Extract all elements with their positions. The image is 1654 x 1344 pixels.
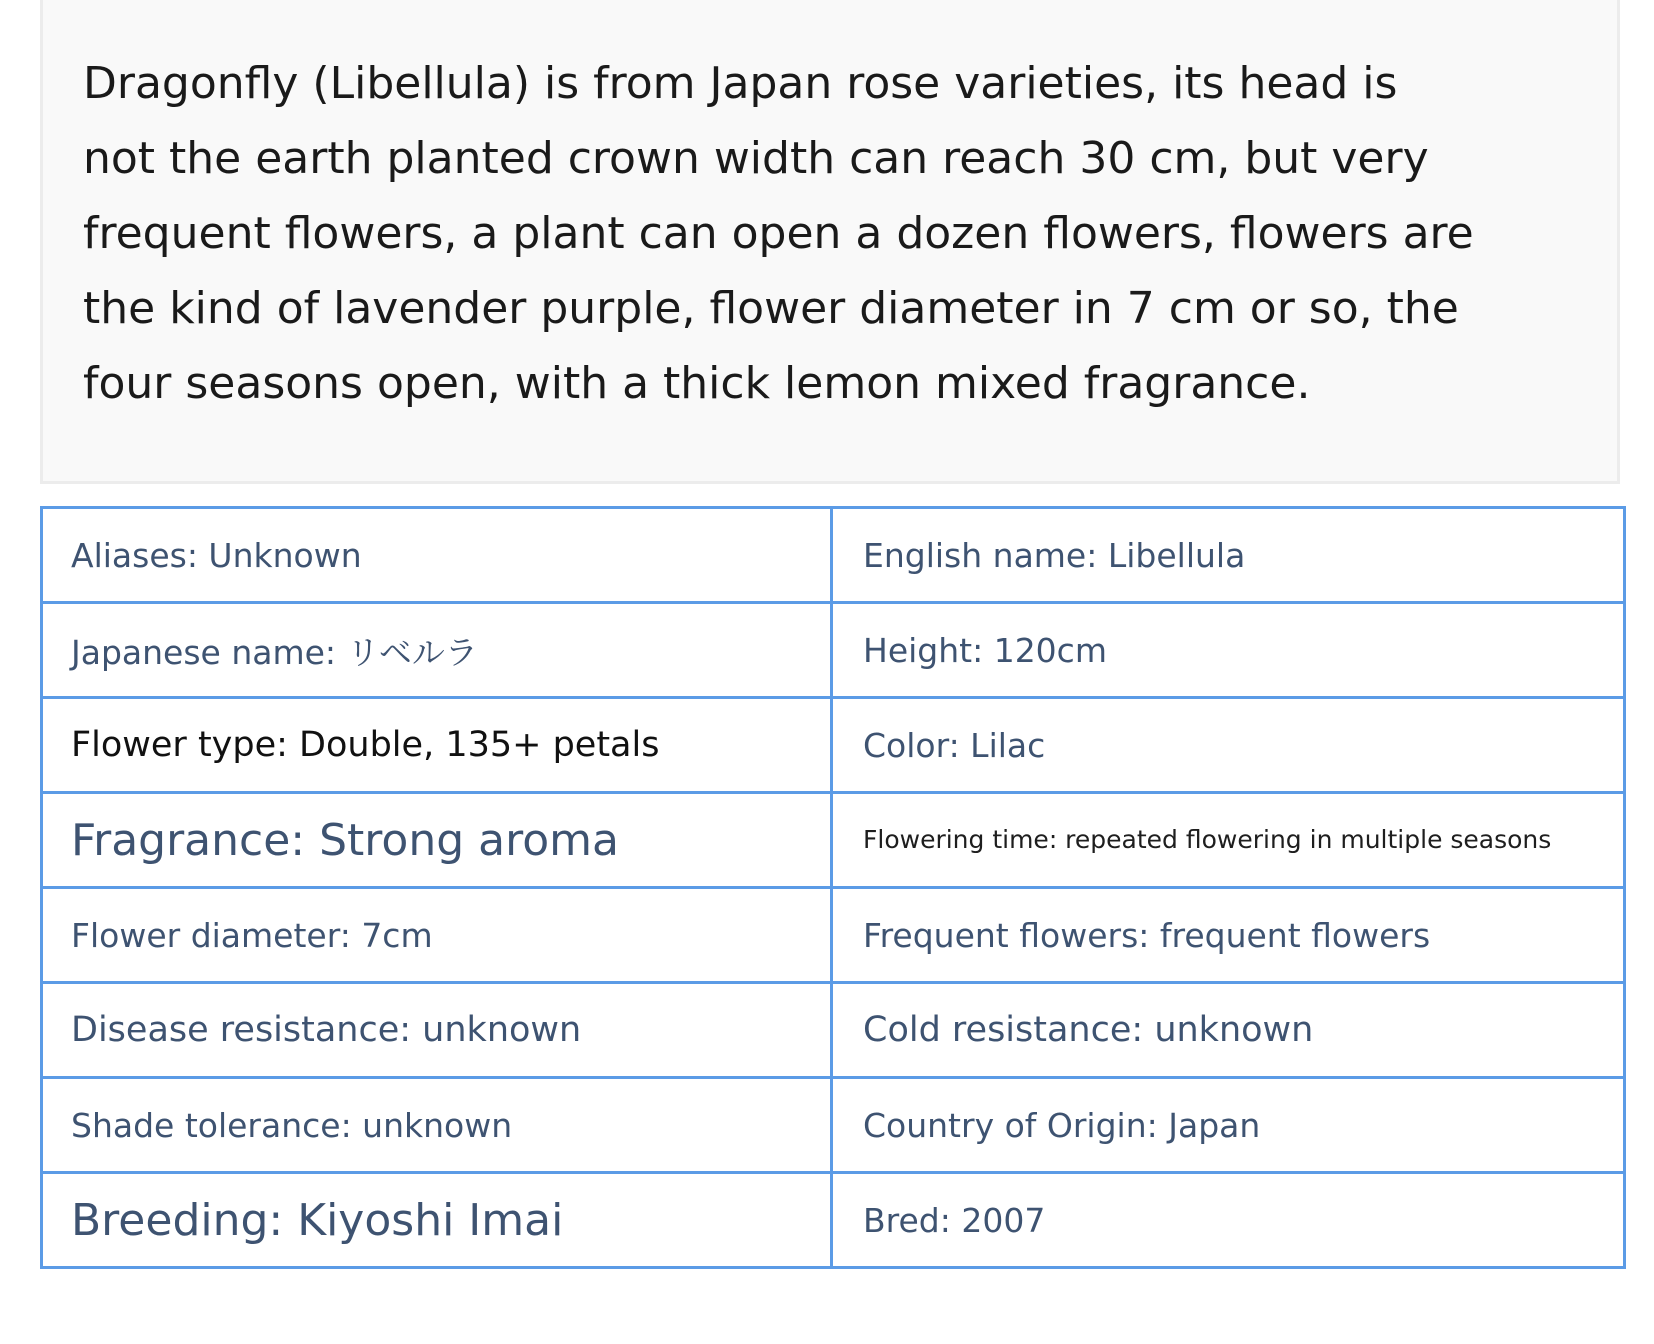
description-text: Dragonfly (Libellula) is from Japan rose varieties, its head is not the earth planted crown width can reach 30 cm, but very frequent flowers, a plant can open a dozen flowers, flowers are the kind of lavender purple, flower diameter in 7 cm or so, the four seasons open, with a thick lemon mixed fragrance. xyxy=(83,58,1474,409)
description-box xyxy=(40,0,1620,484)
flower-type-cell: Flower type: Double, 135+ petals xyxy=(42,698,832,793)
table-row xyxy=(42,983,1625,1078)
color-cell: Color: Lilac xyxy=(832,698,1625,793)
table-row xyxy=(42,793,1625,888)
table-row xyxy=(42,698,1625,793)
height-cell: Height: 120cm xyxy=(832,603,1625,698)
japanese-name-cell: Japanese name: リベルラ xyxy=(42,603,832,698)
breeding-cell: Breeding: Kiyoshi Imai xyxy=(42,1173,832,1268)
cold-resistance-cell: Cold resistance: unknown xyxy=(832,983,1625,1078)
frequent-flowers-cell: Frequent flowers: frequent flowers xyxy=(832,888,1625,983)
flower-diameter-cell: Flower diameter: 7cm xyxy=(42,888,832,983)
table-row xyxy=(42,888,1625,983)
aliases-cell: Aliases: Unknown xyxy=(42,508,832,603)
table-row xyxy=(42,1173,1625,1268)
table-row xyxy=(42,603,1625,698)
disease-resistance-cell: Disease resistance: unknown xyxy=(42,983,832,1078)
english-name-cell: English name: Libellula xyxy=(832,508,1625,603)
rose-spec-table xyxy=(40,506,1626,1269)
table-row xyxy=(42,1078,1625,1173)
country-of-origin-cell: Country of Origin: Japan xyxy=(832,1078,1625,1173)
flowering-time-cell: Flowering time: repeated flowering in multiple seasons xyxy=(832,793,1625,888)
fragrance-cell: Fragrance: Strong aroma xyxy=(42,793,832,888)
table-row xyxy=(42,508,1625,603)
shade-tolerance-cell: Shade tolerance: unknown xyxy=(42,1078,832,1173)
bred-year-cell: Bred: 2007 xyxy=(832,1173,1625,1268)
